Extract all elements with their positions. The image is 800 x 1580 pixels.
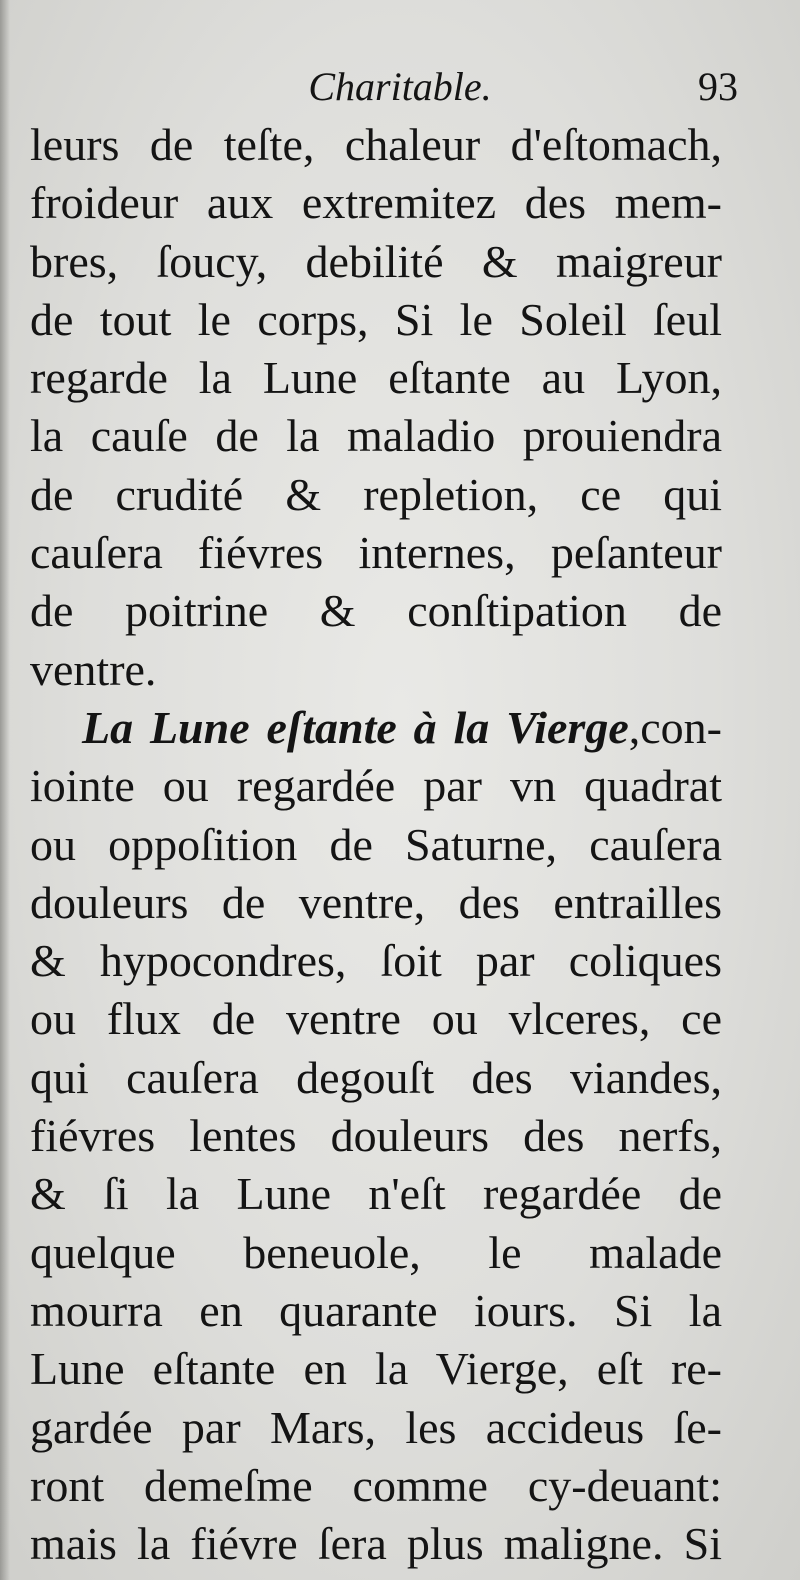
text-line: ou flux de ventre ou vlceres, ce: [30, 993, 722, 1045]
page-number: 93: [698, 64, 738, 109]
text-line: mais la fiévre ſera plus maligne. Si: [30, 1518, 722, 1570]
text-line: cauſera fiévres internes, peſanteur: [30, 527, 722, 579]
text-line: fiévres lentes douleurs des nerfs,: [30, 1110, 722, 1162]
running-title: Charitable.: [308, 64, 492, 109]
text-line: regarde la Lune eſtante au Lyon,: [30, 352, 722, 404]
text-line: & ſi la Lune n'eſt regardée de: [30, 1168, 722, 1220]
text-line: ou oppoſition de Saturne, cauſera: [30, 818, 722, 870]
text-line: iointe ou regardée par vn quadrat: [30, 760, 722, 812]
text-line: & hypocondres, ſoit par coliques: [30, 935, 722, 987]
text-line: leurs de teſte, chaleur d'eſtomach,: [30, 119, 722, 170]
text-line: gardée par Mars, les accideus ſe-: [30, 1401, 722, 1453]
text-line: ventre.: [30, 643, 157, 695]
text-line: de tout le corps, Si le Soleil ſeul: [30, 293, 722, 345]
paragraph-opening-line: [30, 699, 722, 757]
text-line: de crudité & repletion, ce qui: [30, 468, 722, 520]
body-text: [30, 116, 722, 1573]
text-line: qui cauſera degouſt des viandes,: [30, 1051, 722, 1103]
text-line: froideur aux extremitez des mem-: [30, 177, 722, 229]
text-line: de poitrine & conſtipation de: [30, 585, 722, 637]
text-line: douleurs de ventre, des entrailles: [30, 876, 722, 928]
text-line: la cauſe de la maladio prouiendra: [30, 410, 722, 462]
text-line: mourra en quarante iours. Si la: [30, 1284, 722, 1336]
text-line: bres, ſoucy, debilité & maigreur: [30, 235, 722, 287]
italic-lemma: La Lune eſtante à la Vierge: [82, 701, 629, 753]
text-line: ront demeſme comme cy-deuant:: [30, 1459, 722, 1511]
opening-line-rest: ,con-: [628, 701, 722, 753]
page-header: [30, 62, 738, 112]
text-line: quelque beneuole, le malade: [30, 1226, 722, 1278]
text-line: Lune eſtante en la Vierge, eſt re-: [30, 1343, 722, 1395]
